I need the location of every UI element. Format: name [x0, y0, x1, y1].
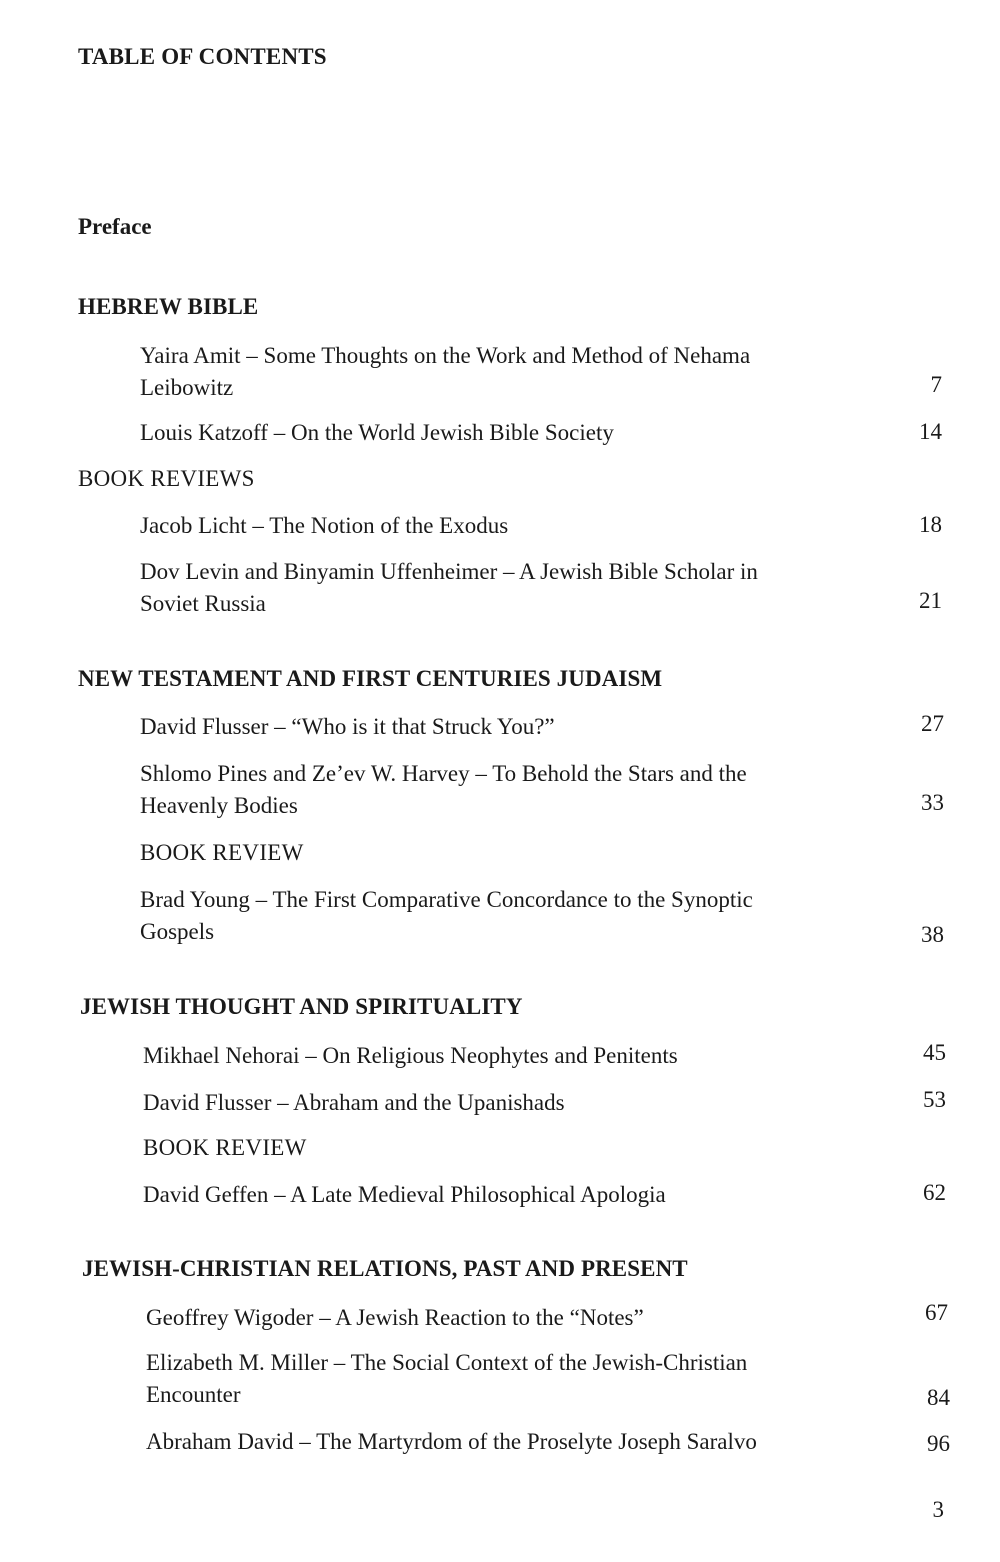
toc-entry-geffen [143, 1179, 851, 1211]
toc-entry-line: David Flusser – “Who is it that Struck You?” [140, 714, 555, 739]
toc-entry-nehorai [143, 1040, 851, 1072]
toc-entry-david [146, 1426, 854, 1458]
section-heading-jewish-christian: JEWISH-CHRISTIAN RELATIONS, PAST AND PRESENT [82, 1256, 688, 1281]
toc-entry-line: David Flusser – Abraham and the Upanishads [143, 1090, 565, 1115]
toc-entry-katzoff [140, 417, 848, 449]
toc-entry-line: Yaira Amit – Some Thoughts on the Work and Method of Nehama [140, 343, 751, 368]
toc-page-number: 96 [927, 1431, 950, 1456]
toc-entry-line: Brad Young – The First Comparative Concordance to the Synoptic [140, 887, 753, 912]
toc-page-number: 53 [923, 1087, 946, 1112]
toc-entry-pines-harvey [140, 758, 848, 822]
toc-entry-amit [140, 340, 848, 404]
toc-entry-flusser-struck [140, 711, 848, 743]
section-heading-jewish-thought: JEWISH THOUGHT AND SPIRITUALITY [80, 994, 523, 1019]
section-heading-hebrew-bible: HEBREW BIBLE [78, 294, 259, 319]
toc-entry-line: Louis Katzoff – On the World Jewish Bible Society [140, 420, 614, 445]
toc-entry-line: Leibowitz [140, 375, 234, 400]
toc-entry-levin [140, 556, 848, 620]
toc-entry-line: Geoffrey Wigoder – A Jewish Reaction to the “Notes” [146, 1305, 644, 1330]
toc-page-number: 21 [919, 588, 942, 613]
subheading-book-review: BOOK REVIEW [140, 840, 304, 865]
toc-entry-wigoder [146, 1302, 854, 1334]
toc-entry-line: Dov Levin and Binyamin Uffenheimer – A Jewish Bible Scholar in [140, 559, 758, 584]
subheading-book-review: BOOK REVIEW [143, 1135, 307, 1160]
toc-entry-line: Encounter [146, 1382, 241, 1407]
toc-page-number: 67 [925, 1300, 948, 1325]
toc-page-number: 38 [921, 922, 944, 947]
toc-entry-line: Abraham David – The Martyrdom of the Proselyte Joseph Saralvo [146, 1429, 757, 1454]
toc-entry-licht [140, 510, 848, 542]
preface-heading: Preface [78, 214, 152, 239]
toc-entry-line: Elizabeth M. Miller – The Social Context of the Jewish-Christian [146, 1350, 748, 1375]
toc-page-number: 18 [919, 512, 942, 537]
toc-entry-young [140, 884, 848, 948]
folio-page-number: 3 [932, 1497, 944, 1522]
toc-entry-line: Gospels [140, 919, 215, 944]
toc-entry-line: Mikhael Nehorai – On Religious Neophytes and Penitents [143, 1043, 678, 1068]
toc-page-number: 14 [919, 419, 942, 444]
toc-page-number: 45 [923, 1040, 946, 1065]
toc-entry-flusser-abraham [143, 1087, 851, 1119]
subheading-book-reviews: BOOK REVIEWS [78, 466, 255, 491]
toc-entry-line: Heavenly Bodies [140, 793, 298, 818]
toc-page-number: 27 [921, 711, 944, 736]
section-heading-new-testament: NEW TESTAMENT AND FIRST CENTURIES JUDAISM [78, 666, 663, 691]
toc-entry-miller [146, 1347, 854, 1411]
toc-entry-line: David Geffen – A Late Medieval Philosophical Apologia [143, 1182, 666, 1207]
toc-page-number: 33 [921, 790, 944, 815]
toc-entry-line: Soviet Russia [140, 591, 266, 616]
toc-page-number: 84 [927, 1385, 950, 1410]
toc-page-number: 7 [930, 372, 942, 397]
toc-entry-line: Shlomo Pines and Ze’ev W. Harvey – To Behold the Stars and the [140, 761, 747, 786]
toc-entry-line: Jacob Licht – The Notion of the Exodus [140, 513, 509, 538]
toc-page-number: 62 [923, 1180, 946, 1205]
toc-title: TABLE OF CONTENTS [78, 44, 327, 69]
